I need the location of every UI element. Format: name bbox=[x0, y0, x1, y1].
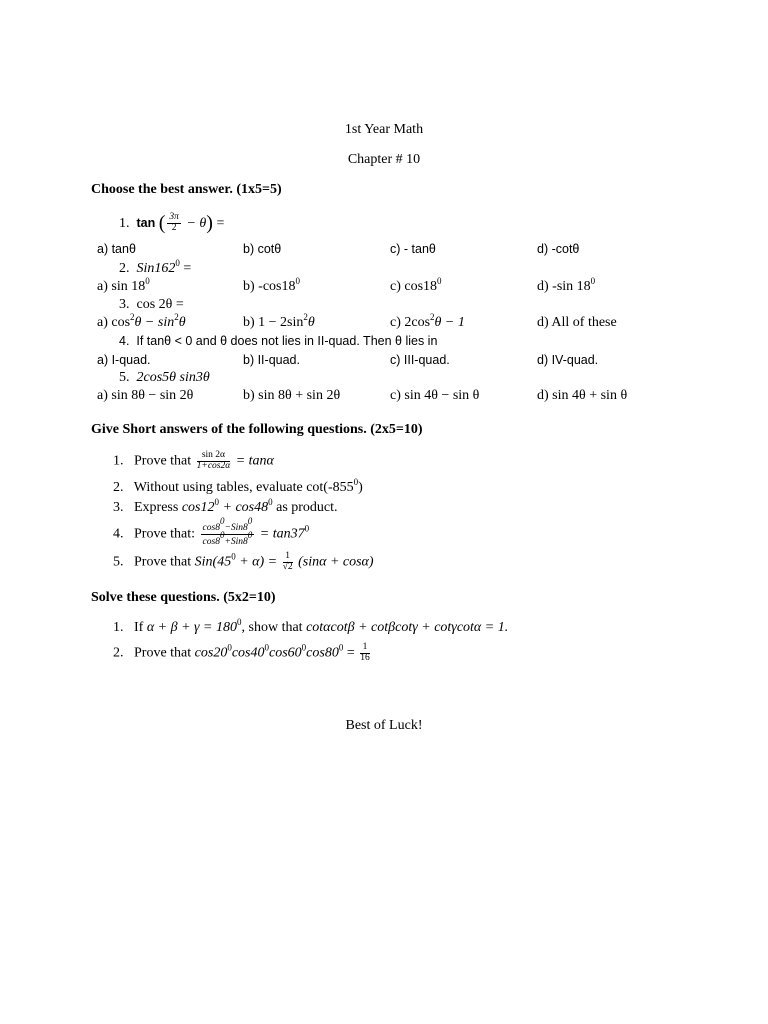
mcq-q5-option-c: c) sin 4θ − sin θ bbox=[390, 388, 480, 403]
mcq-q4-option-a: a) I-quad. bbox=[97, 353, 151, 367]
mcq-question-1: 1. tan ( $\frac{3\pi}{2}$ − θ) = bbox=[119, 212, 225, 234]
mcq-q3-option-d: d) All of these bbox=[537, 315, 617, 330]
mcq-q5-option-a: a) sin 8θ − sin 2θ bbox=[97, 388, 194, 403]
mcq-q1-option-c: c) - tanθ bbox=[390, 242, 436, 256]
document-title: 1st Year Math bbox=[344, 122, 424, 137]
mcq-q2-option-c: c) $\cos 18^0$ bbox=[390, 276, 442, 294]
mcq-q4-option-c: c) III-quad. bbox=[390, 353, 450, 367]
mcq-q1-option-b: b) cotθ bbox=[243, 242, 282, 256]
short-question-1: 1. Prove that $\frac{\sin 2\alpha}{1+\cos 2\alpha}$ = tanα bbox=[113, 450, 274, 471]
short-question-2: 2. Without using tables, evaluate $\cot(-855^0)$ bbox=[113, 477, 363, 495]
mcq-q1-option-a: a) tanθ bbox=[97, 242, 136, 256]
mcq-q3-option-b: b) $1 - 2\sin^2\theta$ bbox=[243, 312, 315, 330]
mcq-q2-option-b: b) $-\cos 18^0$ bbox=[243, 276, 300, 294]
mcq-question-4: 4. If tanθ < 0 and θ does not lies in II-quad. Then θ lies in bbox=[119, 334, 438, 348]
short-question-5: 5. Prove that $Sin(45^0 + \alpha)$ = $\frac{1}{√2}$ (sinα + cosα) bbox=[113, 551, 374, 572]
solve-question-2: 2. Prove that $\cos 20^0\cos 40^0\cos 60^0\cos 80^0$ = $\frac{1}{16}$ bbox=[113, 642, 370, 663]
short-answers-heading: Give Short answers of the following questions. (2x5=10) bbox=[91, 422, 423, 437]
mcq-q5-option-d: d) sin 4θ + sin θ bbox=[537, 388, 628, 403]
mcq-q2-option-d: d) -sin $18^0$ bbox=[537, 276, 596, 294]
closing-message: Best of Luck! bbox=[345, 718, 423, 733]
mcq-question-5: 5. 2cos5θ sin3θ bbox=[119, 370, 210, 385]
mcq-question-2: 2. $Sin162^0$ = bbox=[119, 258, 192, 276]
short-question-3: 3. Express $\cos 12^0 + \cos 48^0$ as product. bbox=[113, 497, 338, 515]
mcq-q1-option-d: d) -cotθ bbox=[537, 242, 580, 256]
mcq-q5-option-b: b) sin 8θ + sin 2θ bbox=[243, 388, 341, 403]
chapter-label: Chapter # 10 bbox=[347, 152, 421, 167]
short-question-4: 4. Prove that: $\frac{\cos 8^0-Sin8^0}{\cos 8^0+Sin8^0}$ = $\tan 37^0$ bbox=[113, 516, 310, 547]
solve-heading: Solve these questions. (5x2=10) bbox=[91, 590, 276, 605]
mcq-q3-option-c: c) $2\cos^2\theta - 1$ bbox=[390, 312, 465, 330]
mcq-question-3: 3. cos 2θ = bbox=[119, 297, 184, 312]
mcq-q4-option-d: d) IV-quad. bbox=[537, 353, 599, 367]
mcq-q4-option-b: b) II-quad. bbox=[243, 353, 300, 367]
mcq-q3-option-a: a) $\cos^2\theta - \sin^2\theta$ bbox=[97, 312, 186, 330]
mcq-q2-option-a: a) $\sin 18^0$ bbox=[97, 276, 150, 294]
solve-question-1: 1. If $\alpha + \beta + \gamma = 180^0$, show that cotαcotβ + cotβcotγ + cotγcotα = 1. bbox=[113, 617, 509, 635]
mcq-heading: Choose the best answer. (1x5=5) bbox=[91, 182, 282, 197]
